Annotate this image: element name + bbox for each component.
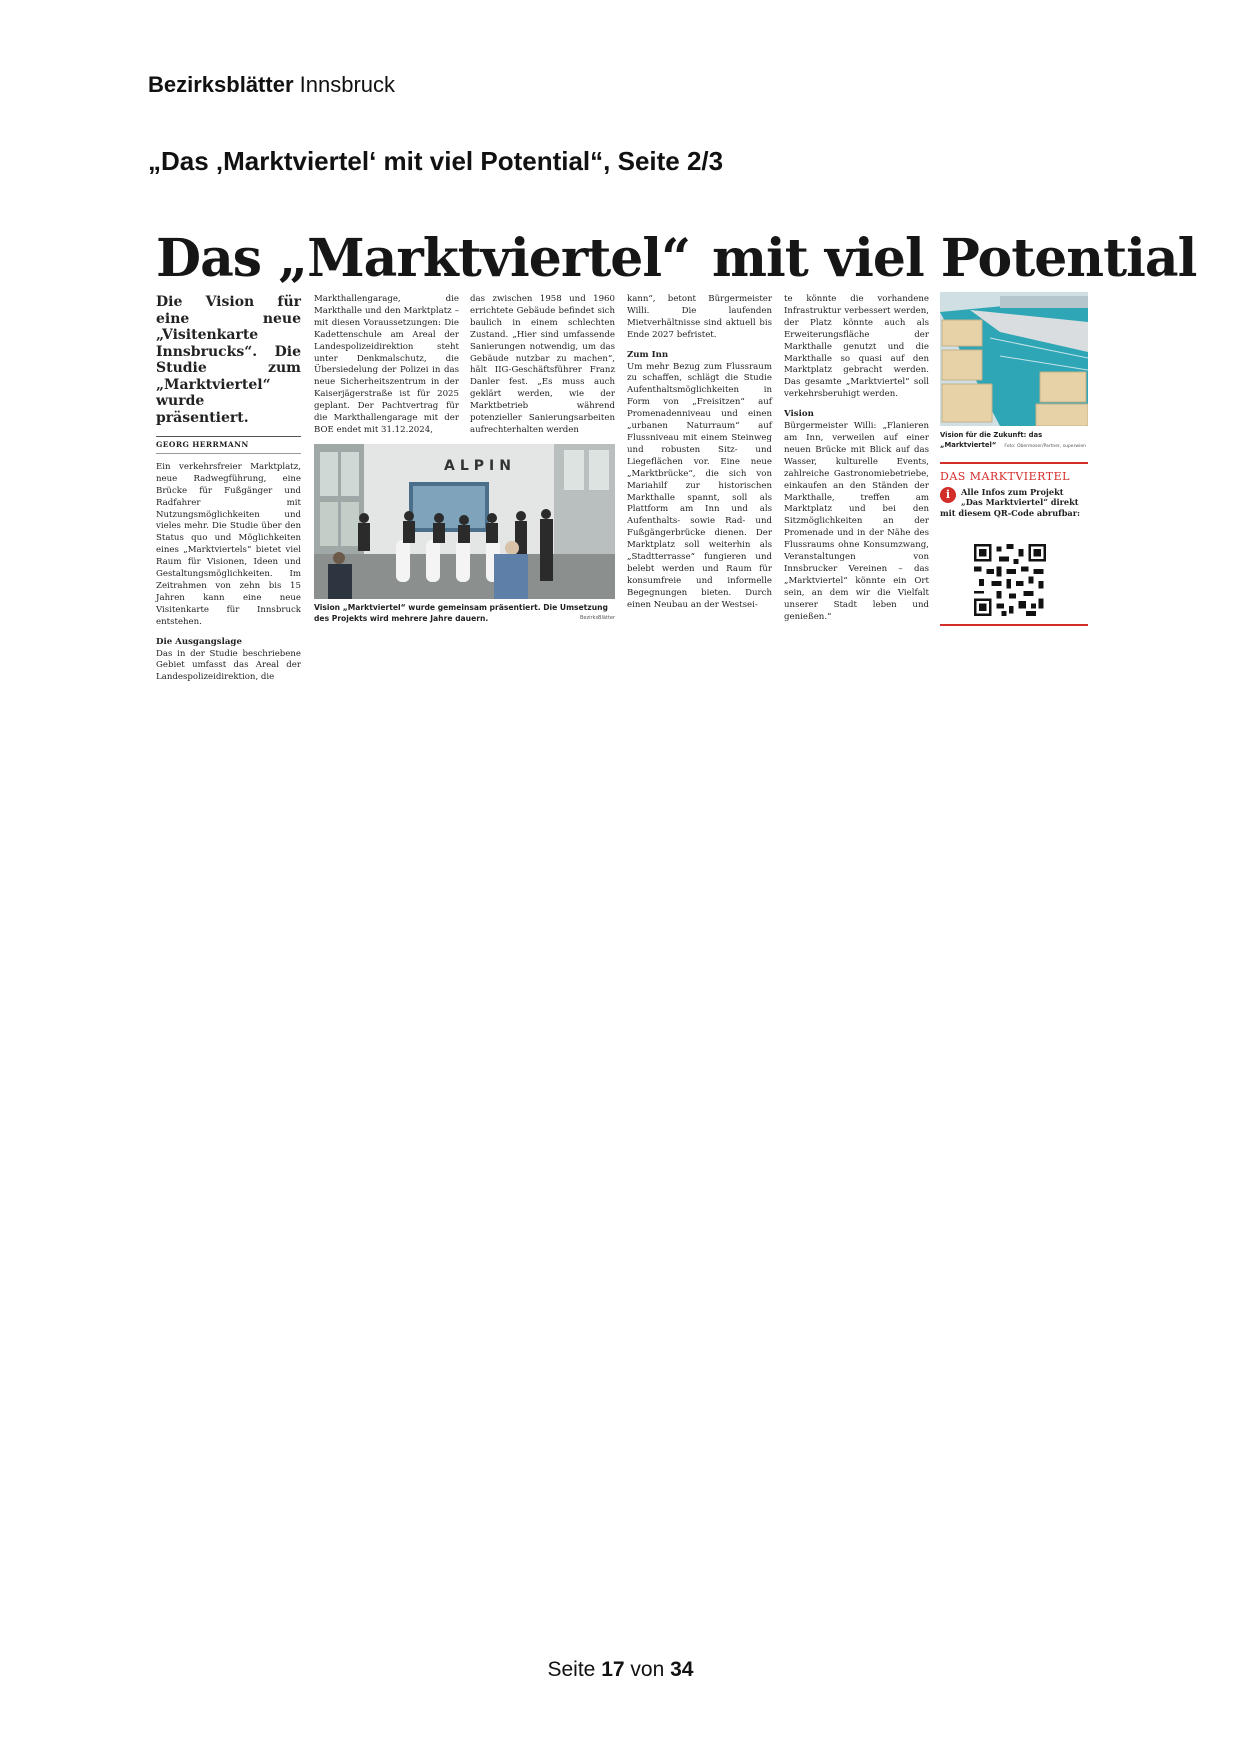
- publication-header: [148, 72, 395, 98]
- article-column-4: [627, 294, 772, 612]
- column-4-text: kann“, betont Bürgermeister Willi. Die laufenden Mietverhältnisse sind aktuell bis Ende 2027 befristet.: [627, 294, 772, 340]
- column-2-text: Markthallengarage, die Markthalle und den Marktplatz – mit diesen Voraussetzungen: Die Kadettenschule am Areal der Landespolizeidirektion steht unter Denkmalschutz, die Übersiedelung der Polizei in das neue Sicherheitszentrum in der Kaiserjägerstraße ist für 2025 geplant. Der Pachtvertrag für die Markthallengarage mit der BOE endet mit 31.12.2024,: [314, 294, 459, 435]
- subhead-zum-inn: Zum Inn: [627, 349, 669, 360]
- photo-caption: Vision „Marktviertel“ wurde gemeinsam präsentiert. Die Umsetzung des Projekts wird mehrere Jahre dauern.: [314, 603, 608, 623]
- article-lead: Die Vision für eine neue „Visitenkarte Innsbrucks“. Die Studie zum „Marktviertel“ wurde präsentiert.: [156, 294, 301, 426]
- vision-render-illustration: [940, 292, 1088, 426]
- column-4-text-2: Um mehr Bezug zum Flussraum zu schaffen, schlägt die Studie Aufenthaltsmöglichkeiten in Form von „Freisitzen“ auf Promenadenniveau und einen „urbanen Naturraum“ auf Flussniveau mit einem Steinweg und robusten Sitz- und Liegeflächen vor. Eine neue „Marktbrücke“, die sich von Mariahilf zur historischen Markthalle spannt, soll als Plattform am Inn und als Aufenthalts- sowie Rad- und Fußgängerbrücke dienen. Der Marktplatz soll weiterhin als „Stadtterrasse“ fungieren und belebt werden und Raum für konsumfreie und informelle Begegnungen bieten. Durch einen Neubau an der Westsei-: [627, 361, 772, 610]
- render-credit: Foto: Obermoser/Partner, superwien: [1004, 444, 1086, 449]
- info-box-text-block: [940, 487, 1088, 518]
- article-headline: [156, 228, 1196, 289]
- subhead-vision: Vision: [784, 409, 814, 420]
- info-box-bottom-rule: [940, 624, 1088, 626]
- photo-credit: BezirksBlätter: [579, 615, 615, 621]
- footer-middle: von: [630, 1658, 665, 1681]
- info-box-top-rule: [940, 462, 1088, 464]
- headline-part-1: Das „Marktviertel“: [156, 228, 690, 289]
- publication-name: Bezirksblätter: [148, 72, 294, 97]
- total-pages: 34: [670, 1658, 694, 1681]
- press-conference-photo: [314, 444, 615, 599]
- footer-prefix: Seite: [547, 1658, 596, 1681]
- photo-caption-block: [314, 602, 615, 624]
- info-box: [940, 462, 1088, 626]
- headline-part-2: mit viel Potential: [712, 228, 1197, 289]
- article-column-3: [470, 294, 615, 437]
- press-conference-illustration: [314, 444, 615, 599]
- article-author: GEORG HERRMANN: [156, 436, 301, 454]
- photo-sign-text: ALPIN: [444, 458, 516, 474]
- render-caption: Vision für die Zukunft: das „Marktviertel“: [940, 431, 1043, 449]
- subhead-ausgangslage: Die Ausgangslage: [156, 636, 242, 647]
- vision-render-image: [940, 292, 1088, 426]
- page-footer: [0, 1658, 1241, 1682]
- column-3-text: das zwischen 1958 und 1960 errichtete Gebäude befindet sich baulich in einem schlechten Zustand. „Hier sind umfassende Sanierungen notwendig, um das Gebäude nutzbar zu machen“, hält IIG-Geschäftsführer Franz Danler fest. „Es muss auch geklärt werden, wie der Marktbetrieb während potenzieller Sanierungsarbeiten aufrechterhalten werden: [470, 294, 615, 435]
- render-caption-block: [940, 430, 1088, 452]
- qr-code-icon: [974, 544, 1046, 616]
- info-box-title: DAS MARKTVIERTEL: [940, 470, 1070, 483]
- info-icon: i: [940, 487, 956, 503]
- info-box-text: Alle Infos zum Projekt „Das Marktviertel“ direkt mit diesem QR-Code abrufbar:: [940, 487, 1081, 518]
- column-5-text: te könnte die vorhandene Infrastruktur verbessert werden, der Platz könnte auch als Erweiterungsfläche der Markthalle genutzt und die Markthalle so quasi auf den Marktplatz gebracht werden. Das gesamte „Marktviertel“ soll verkehrsberuhigt werden.: [784, 294, 929, 400]
- column-1-text: Ein verkehrsfreier Marktplatz, neue Radwegführung, eine Brücke für Fußgänger und Radfahrer mit Nutzungsmöglichkeiten und vieles mehr. Die Studie über den Status quo und Möglichkeiten eines „Marktviertels“ bietet viel Raum für Visionen, Ideen und Gestaltungsmöglichkeiten. Im Zeitrahmen von zehn bis 15 Jahren kann eine neue Visitenkarte für Innsbruck entstehen.: [156, 461, 301, 627]
- article-column-2: [314, 294, 459, 437]
- publication-place: Innsbruck: [299, 72, 396, 97]
- document-title: „Das ‚Marktviertel‘ mit viel Potential“, Seite 2/3: [148, 146, 724, 176]
- current-page-number: 17: [601, 1658, 625, 1681]
- article-column-5: [784, 294, 929, 623]
- article-column-1: [156, 294, 301, 684]
- column-5-text-2: Bürgermeister Willi: „Flanieren am Inn, verweilen auf einer neuen Brücke mit Blick auf das Wasser, kulturelle Events, zahlreiche Gastronomiebetriebe, einkaufen an den Ständen der Markthalle, treffen am Marktplatz und bei den Sitzmöglichkeiten an der Promenade und in der Nähe des Flussraums ohne Konsumzwang, Veranstaltungen von Innsbrucker Vereinen – das „Marktviertel“ könnte ein Ort sein, an dem wir die Vielfalt unserer Stadt leben und genießen.“: [784, 421, 929, 622]
- newspaper-clipping: [150, 222, 1197, 683]
- column-1-text-2: Das in der Studie beschriebene Gebiet umfasst das Areal der Landespolizeidirektion, die: [156, 648, 301, 683]
